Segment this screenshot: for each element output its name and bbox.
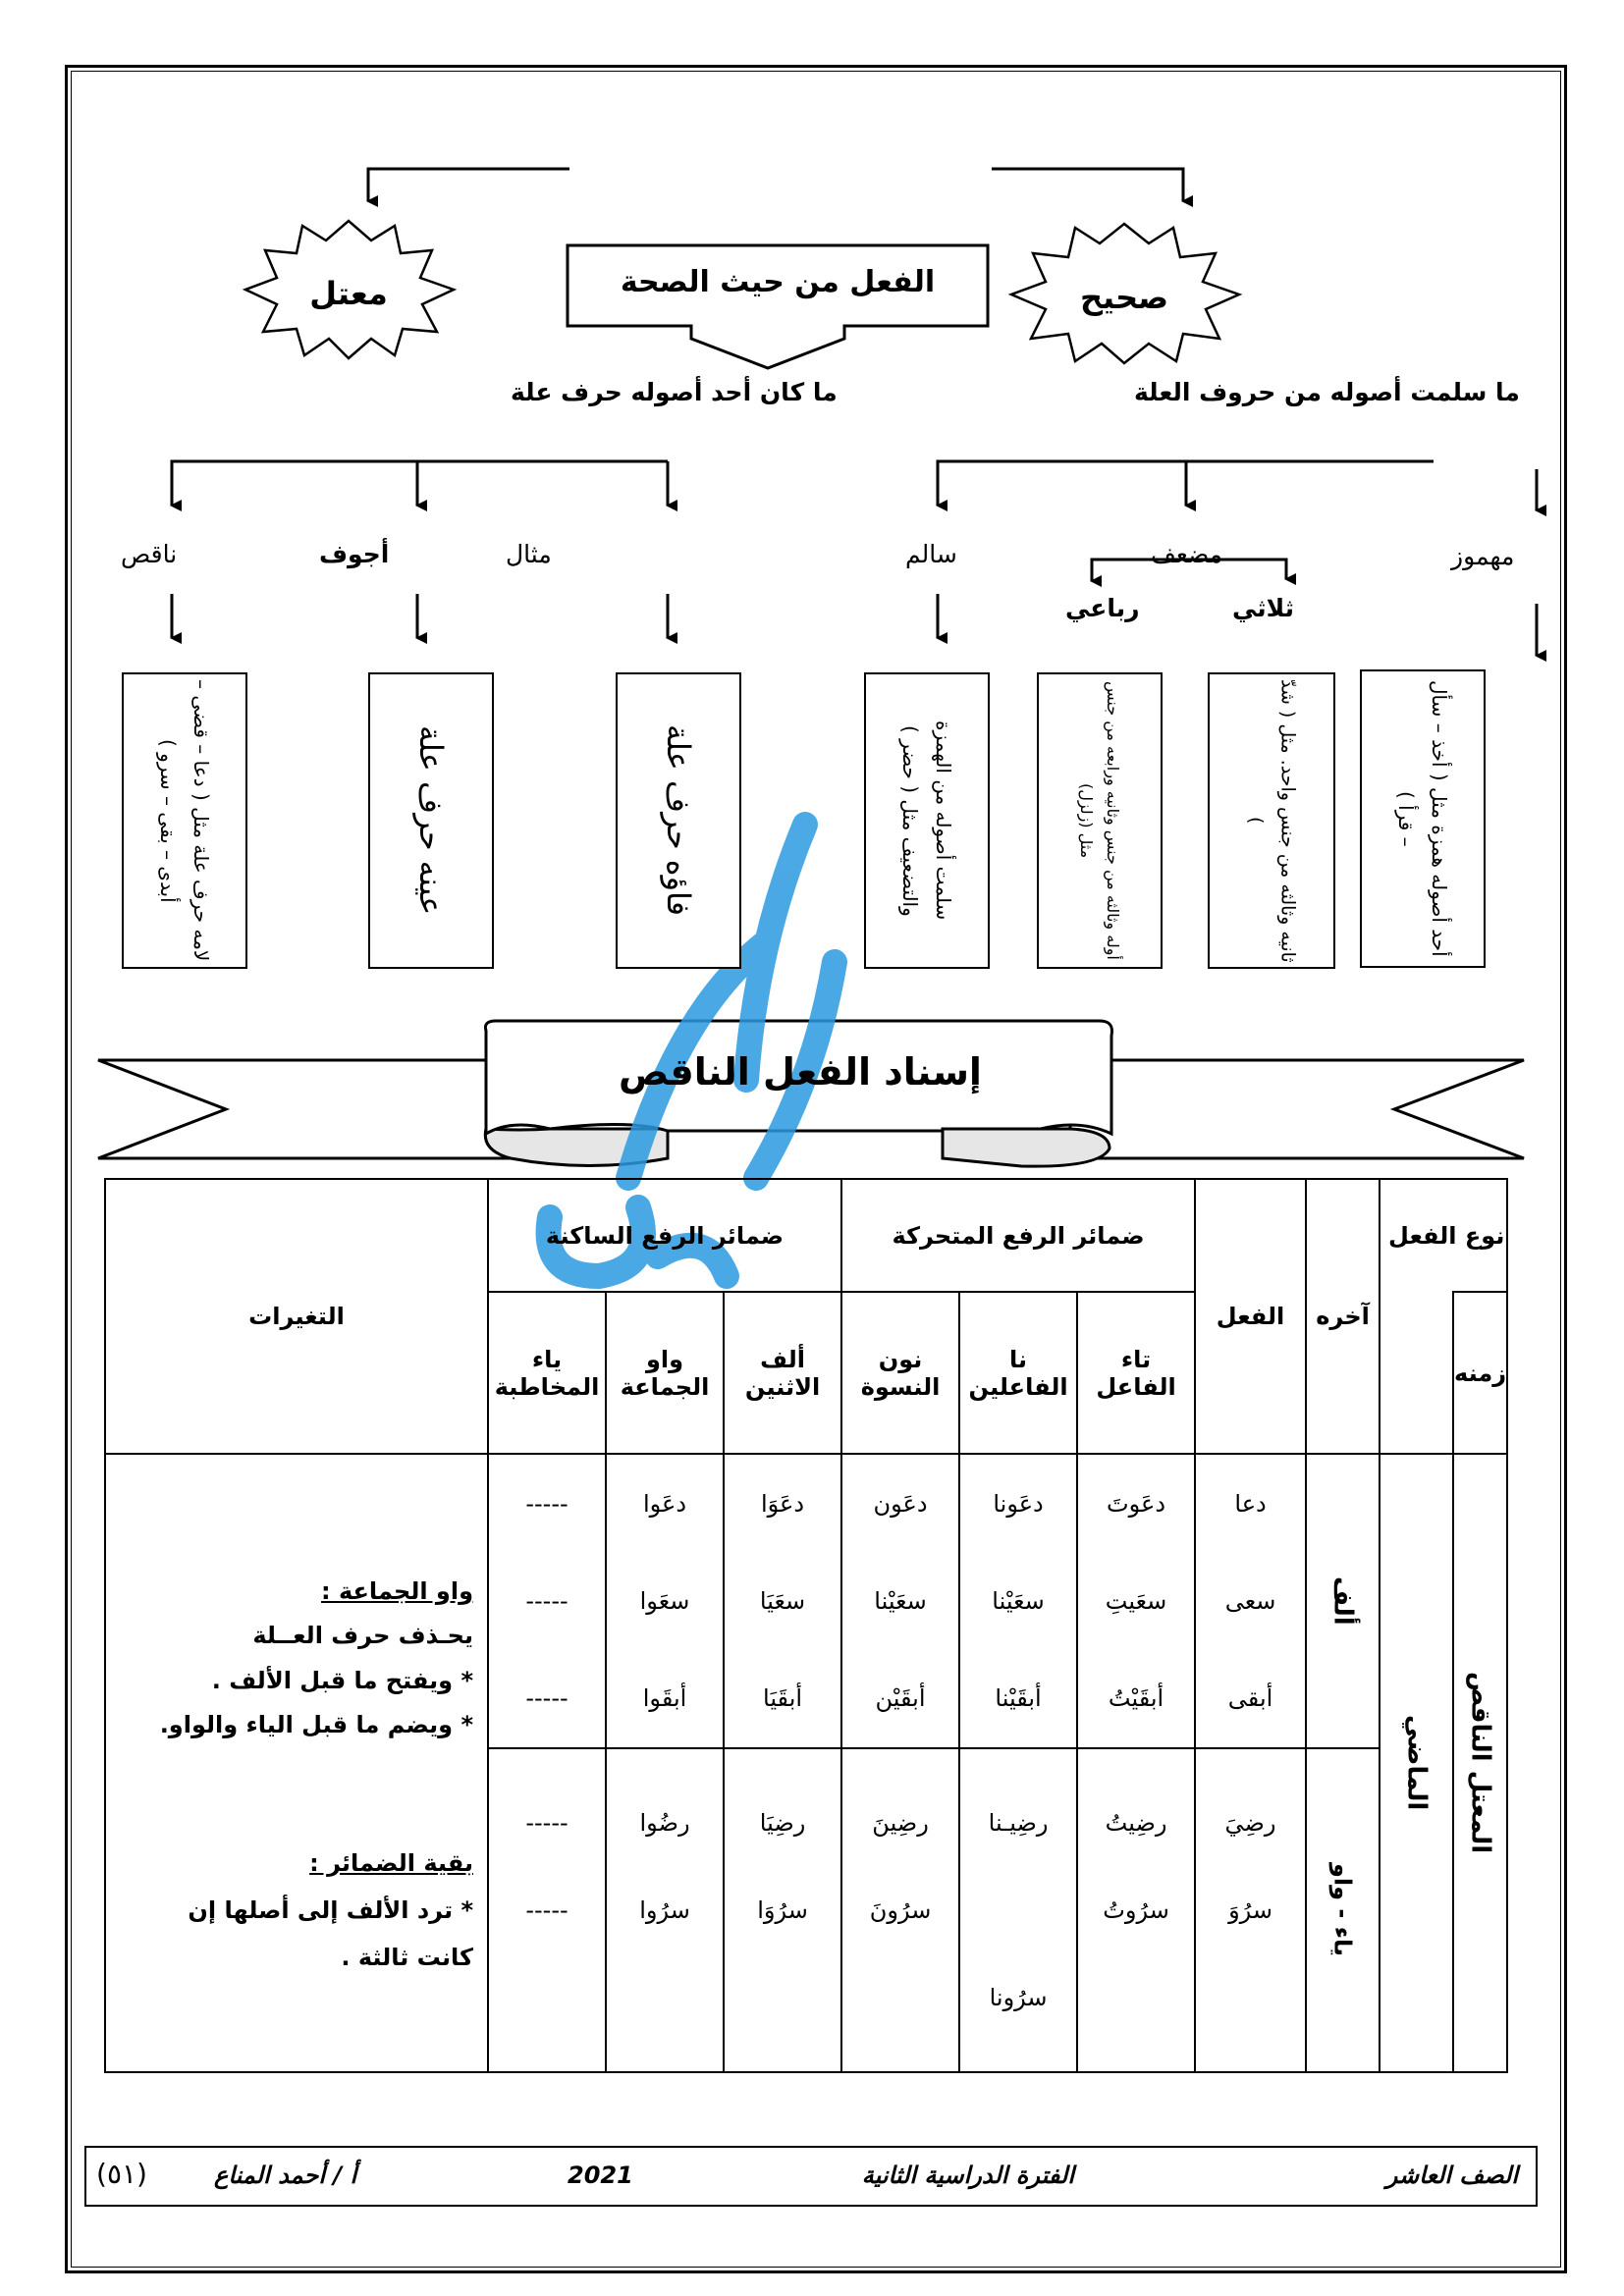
banner-title: إسناد الفعل الناقص bbox=[619, 1050, 982, 1094]
changes-g2-line: * ترد الألف إلى أصلها إن كانت ثالثة . bbox=[188, 1896, 473, 1971]
col-noon-g2 bbox=[841, 1748, 959, 2072]
changes-g1-line: * ويضم ما قبل الياء والواو. bbox=[159, 1711, 473, 1739]
col-yaa-g1 bbox=[488, 1454, 606, 1748]
cell-yaa: ----- bbox=[525, 1684, 568, 1713]
box-intact: سلمت أصوله من الهمزة والتضعيف مثل ( حضر ) bbox=[864, 672, 990, 969]
cell-waw: دعَوا bbox=[642, 1489, 687, 1518]
box-doubled-tri: ثانيه وثالثه من جنس واحد. مثل ( شدّ ) bbox=[1208, 672, 1335, 969]
type-doubled: مضعف bbox=[1151, 540, 1223, 568]
type-intact: سالم bbox=[905, 540, 957, 568]
ending-alif-cell: ألف bbox=[1306, 1454, 1380, 1748]
cell-alif: أبقَيَا bbox=[763, 1684, 803, 1713]
header-taa: تاء الفاعل bbox=[1077, 1292, 1195, 1454]
type-hamzated: مهموز bbox=[1451, 542, 1515, 570]
cell-noon: رضِينَ bbox=[872, 1809, 929, 1837]
box-hamzated: أحد أصوله همزة مثل ( أخذ – سأل – قرأ ) bbox=[1360, 669, 1486, 968]
type-hollow: أجوف bbox=[319, 540, 390, 568]
cell-waw: أبقَوا bbox=[642, 1684, 687, 1713]
changes-g2 bbox=[105, 1748, 488, 2072]
header-yaa: ياء المخاطبة bbox=[488, 1292, 606, 1454]
ending-yaa-waw-cell: ياء - واو bbox=[1306, 1748, 1380, 2072]
page-footer bbox=[84, 2146, 1538, 2207]
cell-yaa: ----- bbox=[525, 1489, 568, 1518]
cell-taa: أبقَيْتُ bbox=[1108, 1684, 1164, 1713]
type-doubled-tri: ثلاثي bbox=[1232, 594, 1295, 622]
col-verb-g2 bbox=[1195, 1748, 1306, 2072]
footer-page-number: (٥١) bbox=[96, 2158, 147, 2190]
cell-yaa: ----- bbox=[525, 1809, 568, 1837]
cell-noon: أبقَيْن bbox=[875, 1684, 926, 1713]
changes-g1-line: * ويفتح ما قبل الألف . bbox=[211, 1666, 473, 1694]
footer-period: الفترة الدراسية الثانية bbox=[861, 2162, 1074, 2189]
col-noon-g1 bbox=[841, 1454, 959, 1748]
cell-waw: سرُوا bbox=[639, 1896, 690, 1924]
cell-noon: سعَيْنا bbox=[874, 1586, 927, 1615]
box-hollow: عينه حرف علة bbox=[368, 672, 494, 969]
concept-title: الفعل من حيث الصحة bbox=[620, 265, 936, 299]
weak-definition: ما كان أحد أصوله حرف علة bbox=[511, 378, 838, 406]
col-verb-g1 bbox=[1195, 1454, 1306, 1748]
type-defective: ناقص bbox=[121, 540, 178, 568]
footer-grade: الصف العاشر bbox=[1385, 2162, 1518, 2189]
box-doubled-quad: أوله وثالثه من جنس وثانيه ورابعه من جنس مثل (زلزل) bbox=[1037, 672, 1163, 969]
col-naa-g2 bbox=[959, 1748, 1077, 2072]
cell-noon: دعَون bbox=[873, 1489, 928, 1518]
cell-taa: سرُوتُ bbox=[1103, 1896, 1169, 1924]
header-still-pronouns: ضمائر الرفع الساكنة bbox=[488, 1179, 841, 1292]
header-changes: التغيرات bbox=[105, 1179, 488, 1454]
cell-verb: دعا bbox=[1234, 1489, 1267, 1518]
cell-naa: رضِيـنا bbox=[988, 1809, 1049, 1837]
weak-verb-label: معتل bbox=[309, 275, 388, 312]
footer-author: أ / أحمد المناع bbox=[214, 2162, 357, 2189]
cell-waw: سعَوا bbox=[639, 1586, 690, 1615]
cell-yaa: ----- bbox=[525, 1896, 568, 1924]
cell-naa: سرُونا bbox=[989, 1984, 1048, 2011]
header-waw: واو الجماعة bbox=[606, 1292, 724, 1454]
sound-definition: ما سلمت أصوله من حروف العلة bbox=[1134, 378, 1520, 406]
type-doubled-quad: رباعي bbox=[1065, 594, 1140, 622]
changes-g1-line: يحـذف حرف العــلة bbox=[252, 1622, 473, 1650]
changes-g1 bbox=[105, 1454, 488, 1748]
box-assimilated: فاؤه حرف علة bbox=[616, 672, 741, 969]
cell-alif: دعَوَا bbox=[760, 1489, 805, 1518]
col-waw-g2 bbox=[606, 1748, 724, 2072]
col-taa-g1 bbox=[1077, 1454, 1195, 1748]
cell-noon: سرُونَ bbox=[869, 1896, 932, 1924]
col-alif-g2 bbox=[724, 1748, 841, 2072]
cell-naa: دعَونا bbox=[993, 1489, 1044, 1518]
verb-type-cell: المعتل الناقص bbox=[1453, 1454, 1507, 2072]
header-naa: نا الفاعلين bbox=[959, 1292, 1077, 1454]
header-verb: الفعل bbox=[1195, 1179, 1306, 1454]
header-type-spacer bbox=[1380, 1292, 1453, 1454]
tense-cell: الماضي bbox=[1380, 1454, 1453, 2072]
col-taa-g2 bbox=[1077, 1748, 1195, 2072]
cell-alif: سعَيَا bbox=[759, 1586, 806, 1615]
cell-verb: أبقى bbox=[1227, 1684, 1273, 1713]
header-alif: ألف الاثنين bbox=[724, 1292, 841, 1454]
changes-g1-title: واو الجماعة : bbox=[321, 1576, 473, 1605]
cell-naa: أبقَيْنا bbox=[995, 1684, 1042, 1713]
cell-taa: سعَيتِ bbox=[1105, 1586, 1167, 1615]
header-moving-pronouns: ضمائر الرفع المتحركة bbox=[841, 1179, 1195, 1292]
sound-verb-label: صحيح bbox=[1079, 279, 1169, 316]
box-defective: لامه حرف علة مثل ( دعا – قضى – أبدى – بقى – سرو ) bbox=[122, 672, 247, 969]
footer-year: 2021 bbox=[568, 2162, 633, 2189]
col-alif-g1 bbox=[724, 1454, 841, 1748]
cell-naa: سعَيْنا bbox=[992, 1586, 1045, 1615]
col-yaa-g2 bbox=[488, 1748, 606, 2072]
cell-verb: رضِيَ bbox=[1224, 1809, 1276, 1837]
cell-waw: رضُوا bbox=[639, 1809, 690, 1837]
cell-verb: سرُوَ bbox=[1228, 1896, 1273, 1924]
cell-taa: رضِيتُ bbox=[1105, 1809, 1167, 1837]
cell-verb: سعى bbox=[1224, 1586, 1276, 1615]
col-waw-g1 bbox=[606, 1454, 724, 1748]
header-tense: زمنه bbox=[1453, 1292, 1507, 1454]
cell-alif: رضِيَا bbox=[759, 1809, 806, 1837]
col-naa-g1 bbox=[959, 1454, 1077, 1748]
header-verb-type: نوع الفعل bbox=[1380, 1179, 1507, 1292]
cell-alif: سرُوَا bbox=[757, 1896, 808, 1924]
cell-taa: دعَوتَ bbox=[1107, 1489, 1166, 1518]
header-noon: نون النسوة bbox=[841, 1292, 959, 1454]
cell-yaa: ----- bbox=[525, 1586, 568, 1615]
header-ending: آخره bbox=[1306, 1179, 1380, 1454]
changes-g2-title: بقية الضمائر : bbox=[309, 1848, 473, 1877]
type-assimilated: مثال bbox=[506, 540, 552, 568]
conjugation-table bbox=[104, 1178, 1508, 2073]
